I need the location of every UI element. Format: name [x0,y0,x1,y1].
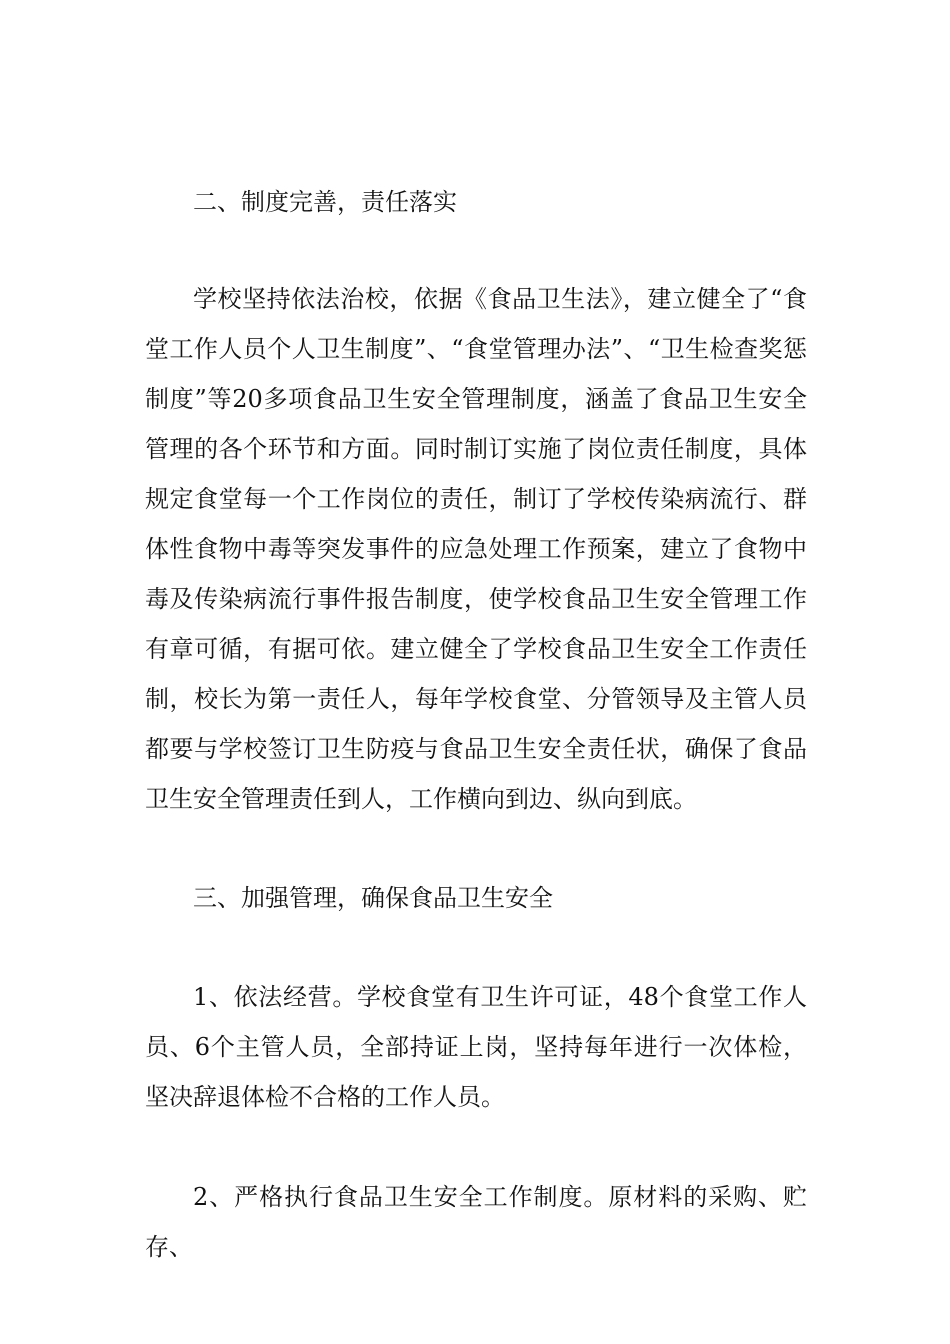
section-heading-3: 三、加强管理，确保食品卫生安全 [193,884,553,912]
section-heading-2: 二、制度完善，责任落实 [193,188,457,216]
document-body [145,178,807,1272]
section-2-paragraph: 学校坚持依法治校，依据《食品卫生法》，建立健全了“食堂工作人员个人卫生制度”、“食堂管理办法”、“卫生检查奖惩制度”等20多项食品卫生安全管理制度，涵盖了食品卫生安全管理的各个环节和方面。同时制订实施了岗位责任制度，具体规定食堂每一个工作岗位的责任，制订了学校传染病流行、群体性食物中毒等突发事件的应急处理工作预案，建立了食物中毒及传染病流行事件报告制度，使学校食品卫生安全管理工作有章可循，有据可依。建立健全了学校食品卫生安全工作责任制，校长为第一责任人，每年学校食堂、分管领导及主管人员都要与学校签订卫生防疫与食品卫生安全责任状，确保了食品卫生安全管理责任到人，工作横向到边、纵向到底。 [145,285,807,813]
section-3-item-2: 2、严格执行食品卫生安全工作制度。原材料的采购、贮存、 [145,1183,807,1261]
section-3-item-1: 1、依法经营。学校食堂有卫生许可证，48个食堂工作人员、6个主管人员，全部持证上岗，坚持每年进行一次体检，坚决辞退体检不合格的工作人员。 [145,983,807,1111]
